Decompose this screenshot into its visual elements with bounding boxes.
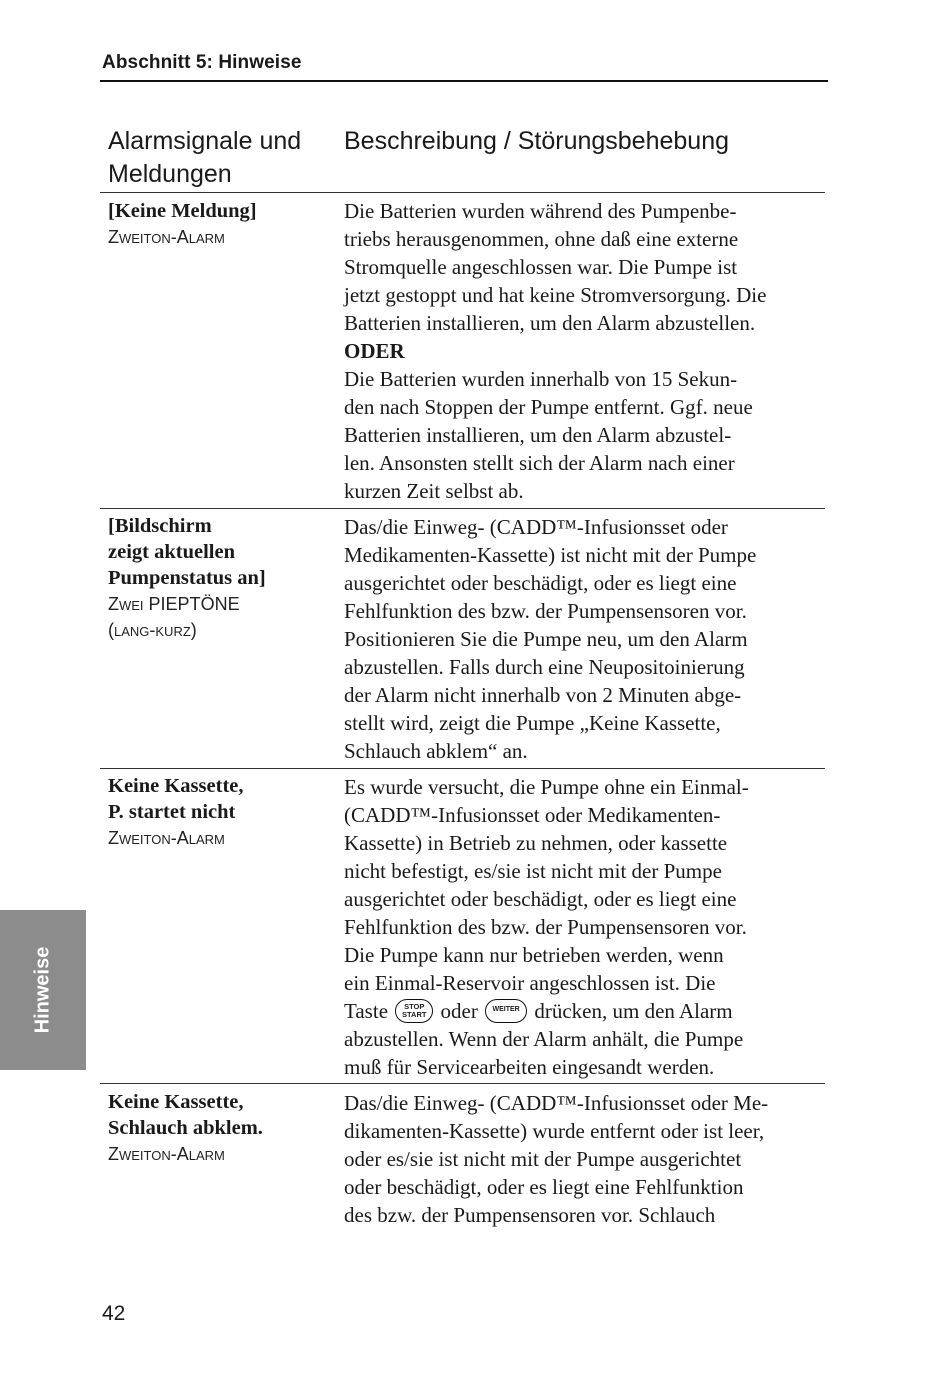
desc-line: Stromquelle angeschlossen war. Die Pumpe ist bbox=[344, 255, 738, 279]
desc-line-oder: ODER bbox=[344, 339, 405, 363]
alarm-message: Keine Kassette, bbox=[108, 1091, 244, 1113]
desc-line: oder beschädigt, oder es liegt eine Fehlfunktion bbox=[344, 1175, 744, 1199]
section-header: Abschnitt 5: Hinweise bbox=[102, 52, 302, 73]
desc-line: nicht befestigt, es/sie ist nicht mit der Pumpe bbox=[344, 859, 722, 883]
alarm-bildschirm-status bbox=[108, 513, 333, 643]
row-divider bbox=[100, 768, 825, 769]
desc-line: ausgerichtet oder beschädigt, oder es liegt eine bbox=[344, 571, 737, 595]
desc-line: oder es/sie ist nicht mit der Pumpe ausgerichtet bbox=[344, 1147, 742, 1171]
desc-line: Das/die Einweg- (CADD™-Infusionsset oder bbox=[344, 515, 728, 539]
side-tab-label: Hinweise bbox=[31, 946, 54, 1034]
key-text-before: Taste bbox=[344, 999, 389, 1023]
desc-line: stellt wird, zeigt die Pumpe „Keine Kassette, bbox=[344, 711, 721, 735]
desc-line: dikamenten-Kassette) wurde entfernt oder ist leer, bbox=[344, 1119, 765, 1143]
alarm-message: [Bildschirm bbox=[108, 515, 212, 537]
desc-line-with-keys bbox=[344, 997, 822, 1025]
alarm-keine-kassette-schlauch bbox=[108, 1089, 333, 1167]
column-header-alarms-line2: Meldungen bbox=[108, 160, 232, 188]
column-header-alarms bbox=[108, 125, 333, 191]
column-header-alarms-line1: Alarmsignale und bbox=[108, 127, 302, 155]
desc-line: muß für Servicearbeiten eingesandt werden. bbox=[344, 1055, 715, 1080]
row-divider bbox=[100, 1083, 825, 1084]
column-header-description: Beschreibung / Störungsbehebung bbox=[344, 127, 730, 155]
page-number: 42 bbox=[102, 1302, 126, 1325]
alarm-sound: Zwei PIEPTÖNE bbox=[108, 594, 240, 614]
table-header-rule bbox=[100, 192, 825, 193]
alarm-message: P. startet nicht bbox=[108, 801, 236, 823]
desc-line: Fehlfunktion des bzw. der Pumpensensoren vor. bbox=[344, 599, 747, 623]
desc-line: Es wurde versucht, die Pumpe ohne ein Einmal- bbox=[344, 775, 749, 799]
key-text-after: drücken, um den Alarm bbox=[534, 999, 733, 1023]
alarm-message: Pumpenstatus an] bbox=[108, 567, 266, 589]
description-keine-kassette-schlauch bbox=[344, 1089, 822, 1229]
description-keine-kassette-start bbox=[344, 773, 822, 1081]
key-text-middle: oder bbox=[440, 999, 478, 1023]
desc-line: Batterien installieren, um den Alarm abzustellen. bbox=[344, 311, 756, 335]
alarm-message: Schlauch abklem. bbox=[108, 1117, 263, 1139]
desc-line: Kassette) in Betrieb zu nehmen, oder kassette bbox=[344, 831, 728, 855]
alarm-sound: Zweiton-Alarm bbox=[108, 227, 225, 247]
stop-start-key-icon bbox=[395, 999, 433, 1023]
desc-line: des bzw. der Pumpensensoren vor. Schlauch bbox=[344, 1203, 716, 1227]
desc-line: Positionieren Sie die Pumpe neu, um den Alarm bbox=[344, 627, 748, 651]
desc-line: len. Ansonsten stellt sich der Alarm nach einer bbox=[344, 451, 735, 475]
alarm-sound: Zweiton-Alarm bbox=[108, 1144, 225, 1164]
desc-line: ein Einmal-Reservoir angeschlossen ist. Die bbox=[344, 971, 716, 995]
desc-line: Batterien installieren, um den Alarm abzustel- bbox=[344, 423, 732, 447]
description-bildschirm-status bbox=[344, 513, 822, 765]
alarm-message: Keine Kassette, bbox=[108, 775, 244, 797]
desc-line: abzustellen. Wenn der Alarm anhält, die Pumpe bbox=[344, 1027, 744, 1052]
key-stop-label: STOP bbox=[404, 1002, 425, 1012]
alarm-keine-meldung bbox=[108, 198, 333, 250]
header-rule bbox=[100, 80, 828, 82]
desc-line: Fehlfunktion des bzw. der Pumpensensoren vor. bbox=[344, 915, 747, 939]
description-keine-meldung bbox=[344, 197, 822, 505]
desc-line: der Alarm nicht innerhalb von 2 Minuten abge- bbox=[344, 683, 742, 707]
desc-line: jetzt gestoppt und hat keine Stromversorgung. Die bbox=[344, 283, 767, 307]
desc-line: (CADD™-Infusionsset oder Medikamenten- bbox=[344, 803, 721, 827]
alarm-message: zeigt aktuellen bbox=[108, 541, 235, 563]
desc-line: den nach Stoppen der Pumpe entfernt. Ggf. neue bbox=[344, 395, 753, 419]
desc-line: Die Batterien wurden während des Pumpenbe- bbox=[344, 199, 737, 223]
key-start-label: START bbox=[402, 1010, 427, 1020]
alarm-sound: Zweiton-Alarm bbox=[108, 828, 225, 848]
desc-line: Medikamenten-Kassette) ist nicht mit der Pumpe bbox=[344, 543, 757, 567]
desc-line: triebs herausgenommen, ohne daß eine externe bbox=[344, 227, 739, 251]
desc-line: Die Batterien wurden innerhalb von 15 Sekun- bbox=[344, 367, 738, 391]
desc-line: abzustellen. Falls durch eine Neupositoinierung bbox=[344, 655, 745, 679]
alarm-message: [Keine Meldung] bbox=[108, 200, 257, 222]
desc-line: Schlauch abklem“ an. bbox=[344, 739, 528, 763]
desc-line: ausgerichtet oder beschädigt, oder es liegt eine bbox=[344, 887, 737, 911]
side-tab bbox=[0, 910, 86, 1070]
desc-line: kurzen Zeit selbst ab. bbox=[344, 479, 524, 503]
desc-line: Das/die Einweg- (CADD™-Infusionsset oder Me- bbox=[344, 1091, 769, 1115]
row-divider bbox=[100, 508, 825, 509]
desc-line: Die Pumpe kann nur betrieben werden, wenn bbox=[344, 943, 724, 967]
alarm-keine-kassette-start bbox=[108, 773, 333, 851]
weiter-key-icon: WEITER bbox=[485, 999, 527, 1023]
alarm-sound: (lang-kurz) bbox=[108, 620, 197, 640]
